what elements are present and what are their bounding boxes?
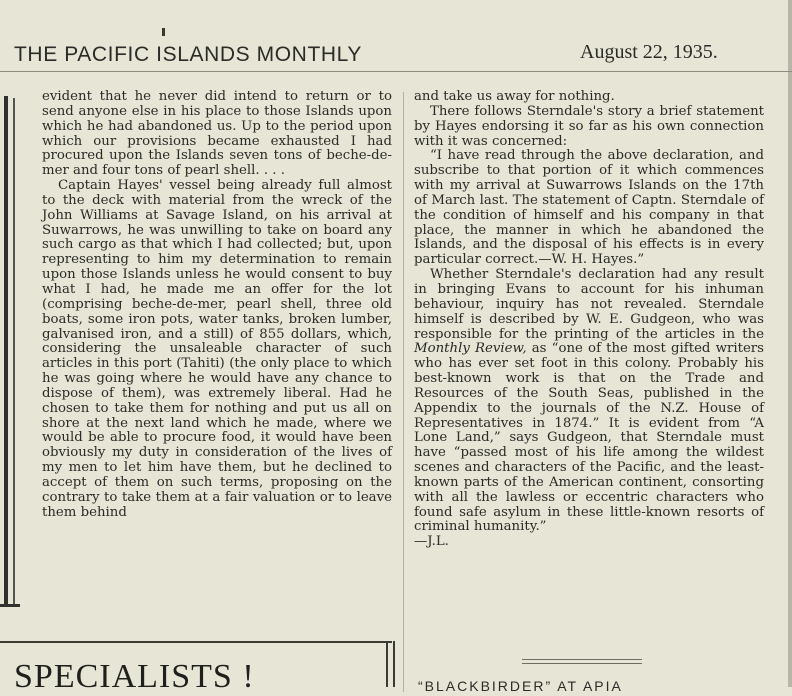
publication-name: Monthly Review, xyxy=(414,341,527,357)
author-signature: —J.L. xyxy=(414,534,449,550)
next-article-heading: “BLACKBIRDER” AT APIA xyxy=(418,678,623,694)
article-column-left xyxy=(42,90,392,520)
left-border-rule xyxy=(0,96,20,618)
paragraph: and take us away for nothing. xyxy=(414,89,615,104)
quoted-statement: “I have read through the above declaration, and subscribe to that portion of it which commences with my arrival at Suwarrows Islands on the 17th of March last. The statement of Captn. Sterndale of the condition of himself and his company in that place, the manner in which he abandoned the Islands, and the disposal of his effects is in every particular correct.—W. H. Hayes.” xyxy=(414,148,764,268)
page-edge-shadow xyxy=(788,0,792,687)
paragraph-text: as “one of the most gifted writers who has ever set foot in this colony. Probably his best-known work is that on the Trade and Resources of the South Seas, published in the Appendix to the journals of the N.Z. House of Representatives in 1874.” It is evident from “A Lone Land,” says Gudgeon, that Sterndale must have “passed most of his life among the wildest scenes and characters of the Pacific, and the least-known parts of the American continent, consorting with all the lawless or eccentric characters who found safe asylum in these little-known resorts of criminal humanity.” xyxy=(414,341,764,535)
advert-box-top-border xyxy=(0,641,392,643)
end-rule xyxy=(522,659,642,660)
paragraph: Captain Hayes' vessel being already full almost to the deck with material from the wreck of the John Williams at Savage Island, on his arrival at Suwarrows, he was unwilling to take on board any such cargo as that which I had collected; but, upon representing to him my determination to remain upon those Islands unless he would consent to buy what I had, he made me an offer for the lot (comprising beche-de-mer, pearl shell, three old boats, some iron pots, water tanks, broken lumber, galvanised iron, and a still) of 855 dollars, which, considering the unsaleable character of such articles in this port (Tahiti) (the only place to which he was going where he would have any chance to dispose of them), was extremely liberal. Had he chosen to take them for nothing and put us all on shore at the next land which he made, where we would be able to procure food, it would have been obviously my duty in consideration of the lives of my men to let him have them, but he declined to accept of them on such terms, proposing on the contrary to take them at a fair valuation or to leave them behind xyxy=(42,178,392,520)
publication-title: THE PACIFIC ISLANDS MONTHLY xyxy=(14,43,362,66)
paragraph xyxy=(414,268,764,535)
advert-heading: SPECIALISTS ! xyxy=(14,658,255,695)
paragraph-text: Whether Sterndale's declaration had any result in bringing Evans to account for his inhuman behaviour, inquiry has not revealed. Sterndale himself is described by W. E. Gudgeon, who was responsible for the printing of the articles in the xyxy=(414,267,764,342)
paragraph: There follows Sterndale's story a brief statement by Hayes endorsing it so far as his own connection with it was concerned: xyxy=(414,103,764,149)
end-rule xyxy=(522,663,642,664)
print-mark xyxy=(162,28,165,36)
page-header xyxy=(0,38,792,72)
issue-date: August 22, 1935. xyxy=(580,41,718,63)
article-column-right xyxy=(414,90,764,550)
header-rule xyxy=(0,71,792,72)
paragraph: evident that he never did intend to return or to send anyone else in his place to those Islands upon which he had abandoned us. Up to the period upon which our provisions became exhausted I had procured upon the Islands seven tons of beche-de-mer and four tons of pearl shell. . . . xyxy=(42,89,392,179)
advert-box-side-border xyxy=(386,641,388,687)
advert-box-side-border xyxy=(393,641,395,687)
column-divider xyxy=(403,92,404,692)
